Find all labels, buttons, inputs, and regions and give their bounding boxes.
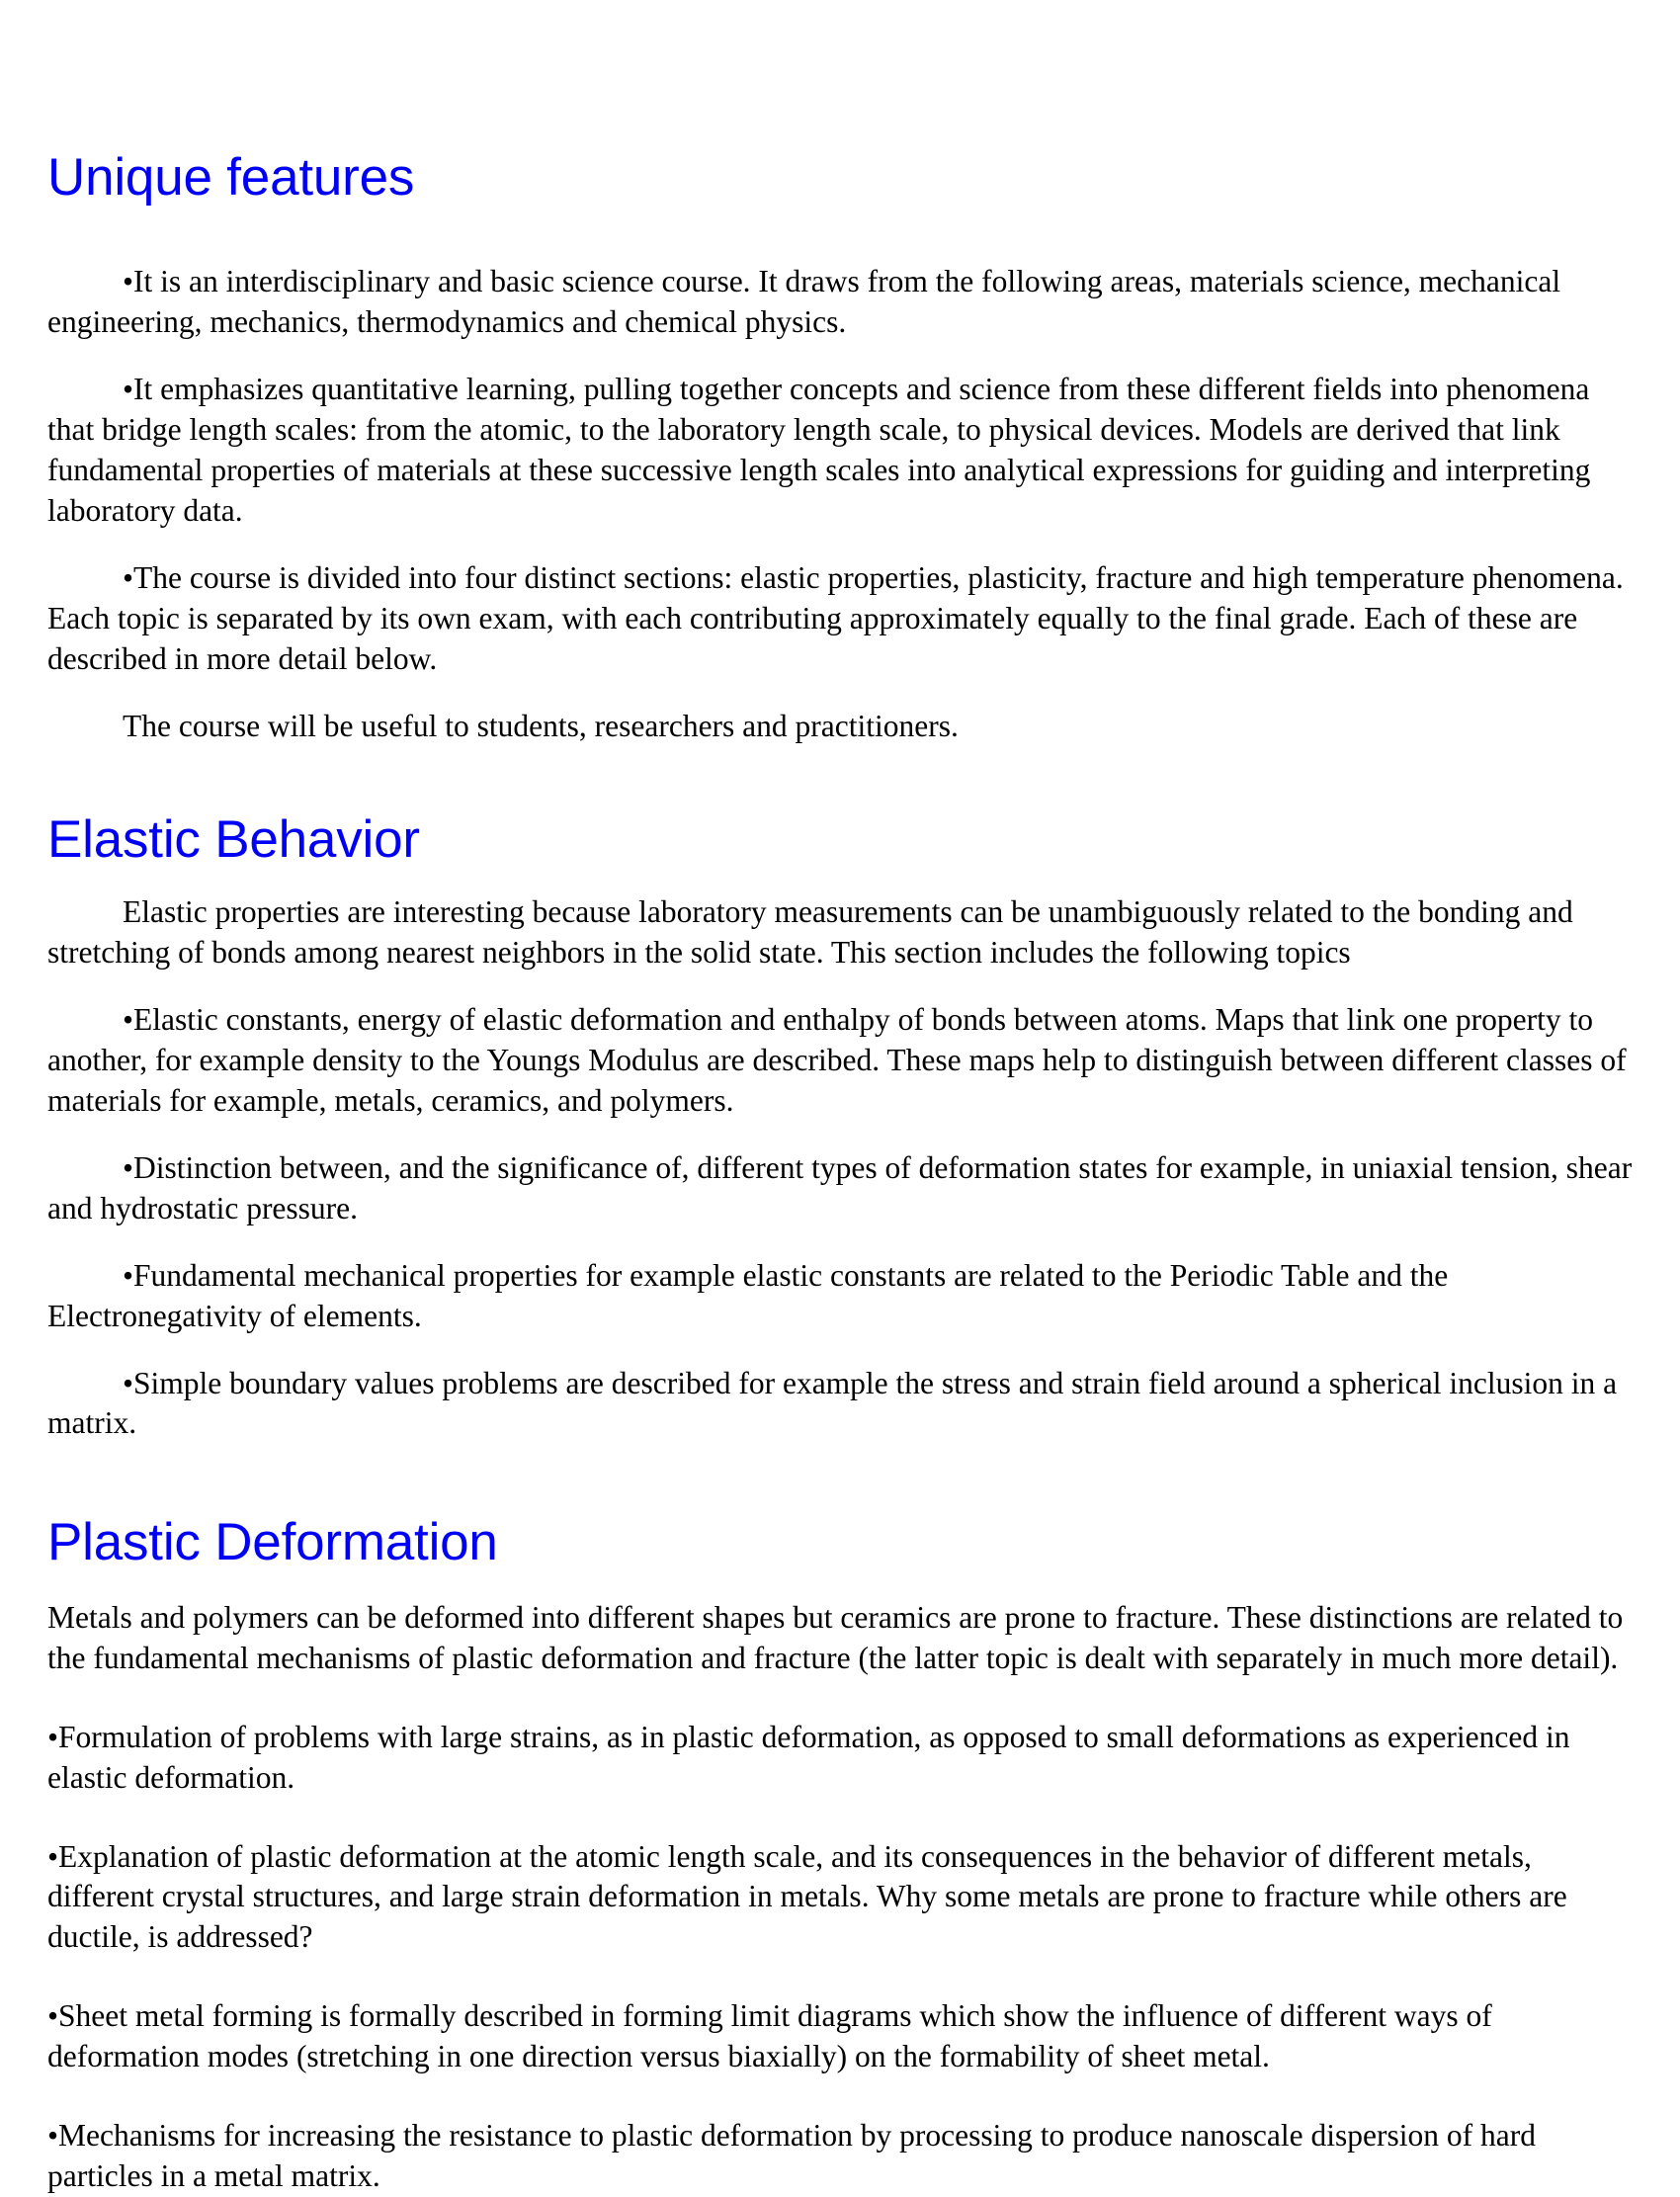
paragraph-uf-p4: The course will be useful to students, researchers and practitioners.: [123, 708, 959, 743]
paragraph-uf-p3: •The course is divided into four distinct sections: elastic properties, plasticity, fracture and high temperature phenomena. Each topic is separated by its own exam, with each contributing approximately equally to the final grade. Each of these are described in more detail below.: [47, 559, 1624, 676]
section-plastic-deformation: [47, 1513, 1633, 2197]
paragraph-pd-p2: •Formulation of problems with large strains, as in plastic deformation, as opposed to small deformations as experienced in elastic deformation.: [47, 1719, 1570, 1795]
paragraph-spacer: [47, 1354, 1633, 1364]
paragraph-eb-p4: •Fundamental mechanical properties for example elastic constants are related to the Periodic Table and the Electronegativity of elements.: [47, 1257, 1449, 1333]
paragraph-spacer: [47, 1696, 1633, 1718]
paragraph-pd-p1: Metals and polymers can be deformed into different shapes but ceramics are prone to fracture. These distinctions are related to the fundamental mechanisms of plastic deformation and fracture (the latter topic is dealt with separately in much more detail).: [47, 1599, 1624, 1675]
paragraph-pd-p3: •Explanation of plastic deformation at the atomic length scale, and its consequences in the behavior of different metals, different crystal structures, and large strain deformation in metals. Why some metals are prone to fracture while others are ductile, is addressed?: [47, 1838, 1567, 1955]
heading-unique-features: Unique features: [47, 148, 415, 207]
paragraph-spacer: [47, 697, 1633, 707]
paragraph-uf-p2: •It emphasizes quantitative learning, pulling together concepts and science from these different fields into phenomena that bridge length scales: from the atomic, to the laboratory length scale, to physical devices. Models are derived that link fundamental properties of materials at these successive length scales into analytical expressions for guiding and interpreting laboratory data.: [47, 372, 1591, 529]
paragraph-spacer: [47, 1816, 1633, 1837]
paragraph-eb-p1: Elastic properties are interesting because laboratory measurements can be unambiguously related to the bonding and stretching of bonds among nearest neighbors in the solid state. This section includes the following topics: [47, 894, 1573, 971]
heading-elastic-behavior: Elastic Behavior: [47, 809, 420, 869]
paragraph-spacer: [47, 990, 1633, 1000]
paragraph-spacer: [47, 1975, 1633, 1996]
paragraph-spacer: [47, 1246, 1633, 1256]
paragraph-uf-p1: •It is an interdisciplinary and basic science course. It draws from the following areas, materials science, mechanical engineering, mechanics, thermodynamics and chemical physics.: [47, 264, 1561, 340]
paragraph-eb-p2: •Elastic constants, energy of elastic deformation and enthalpy of bonds between atoms. Maps that link one property to another, for example density to the Youngs Modulus are described. These maps help to distinguish between different classes of materials for example, metals, ceramics, and polymers.: [47, 1001, 1627, 1118]
paragraph-eb-p3: •Distinction between, and the significance of, different types of deformation states for example, in uniaxial tension, shear and hydrostatic pressure.: [47, 1149, 1633, 1225]
section-unique-features: [47, 148, 1633, 747]
paragraph-spacer: [47, 1139, 1633, 1148]
paragraph-spacer: [47, 2094, 1633, 2116]
paragraph-eb-p5: •Simple boundary values problems are described for example the stress and strain field around a spherical inclusion in a matrix.: [47, 1365, 1618, 1441]
section-elastic-behavior: [47, 810, 1633, 1445]
heading-plastic-deformation: Plastic Deformation: [47, 1513, 498, 1572]
paragraph-spacer: [47, 549, 1633, 558]
paragraph-pd-p5: •Mechanisms for increasing the resistance to plastic deformation by processing to produce nanoscale dispersion of hard particles in a metal matrix.: [47, 2118, 1536, 2194]
paragraph-pd-p4: •Sheet metal forming is formally described in forming limit diagrams which show the influence of different ways of deformation modes (stretching in one direction versus biaxially) on the formability of sheet metal.: [47, 1998, 1492, 2074]
paragraph-spacer: [47, 360, 1633, 370]
